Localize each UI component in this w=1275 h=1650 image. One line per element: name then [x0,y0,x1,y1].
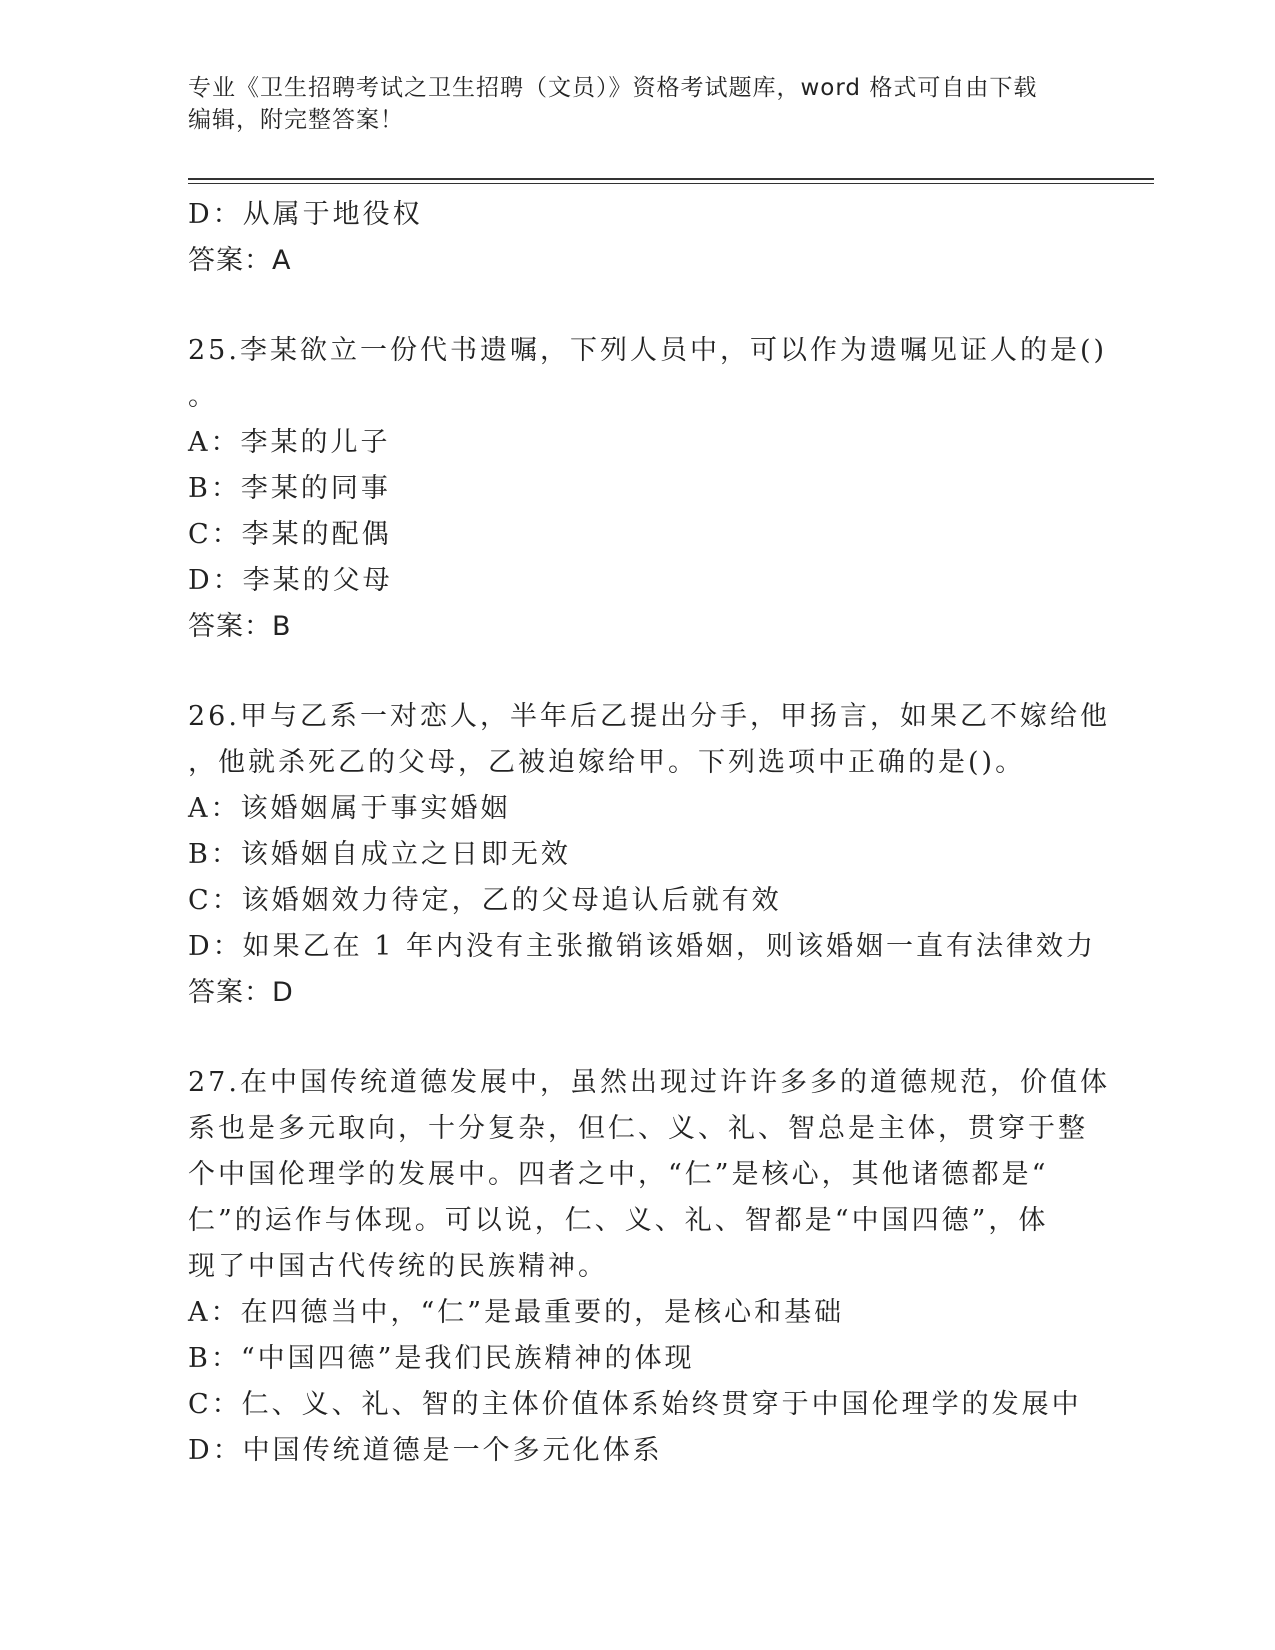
question-stem: 26.甲与乙系一对恋人，半年后乙提出分手，甲扬言，如果乙不嫁给他 [188,701,1110,732]
question-26 [188,694,1110,1016]
option-d: D：如果乙在 1 年内没有主张撤销该婚姻，则该婚姻一直有法律效力 [188,931,1096,962]
question-27 [188,1060,1110,1474]
option-b: B：“中国四德”是我们民族精神的体现 [188,1343,695,1374]
spacer [188,1016,1088,1060]
question-stem: 个中国伦理学的发展中。四者之中，“仁”是核心，其他诸德都是“ [188,1159,1049,1190]
question-stem: ，他就杀死乙的父母，乙被迫嫁给甲。下列选项中正确的是()。 [188,747,1026,778]
option-a: A：李某的儿子 [188,427,391,458]
question-stem: 系也是多元取向，十分复杂，但仁、义、礼、智总是主体，贯穿于整 [188,1113,1088,1144]
option-d: D：中国传统道德是一个多元化体系 [188,1435,663,1466]
question-24-tail [188,192,1088,284]
option-b: B：该婚姻自成立之日即无效 [188,839,571,870]
option-d: D：从属于地役权 [188,199,423,230]
option-b: B：李某的同事 [188,473,391,504]
spacer [188,284,1088,328]
option-c: C：李某的配偶 [188,519,392,550]
question-25 [188,328,1108,650]
spacer [188,650,1088,694]
document-header [188,72,1088,136]
option-c: C：该婚姻效力待定，乙的父母追认后就有效 [188,885,782,916]
question-stem: 25.李某欲立一份代书遗嘱，下列人员中，可以作为遗嘱见证人的是() [188,335,1108,366]
question-stem: 。 [188,381,218,412]
option-c: C：仁、义、礼、智的主体价值体系始终贯穿于中国伦理学的发展中 [188,1389,1082,1420]
header-divider-thick [188,178,1154,180]
option-a: A：在四德当中，“仁”是最重要的，是核心和基础 [188,1297,845,1328]
header-divider-thin [188,183,1154,184]
question-list [188,192,1110,1474]
answer: 答案：D [188,977,294,1008]
header-line-2: 编辑，附完整答案！ [188,107,404,133]
answer: 答案：A [188,245,292,276]
question-stem: 27.在中国传统道德发展中，虽然出现过许许多多的道德规范，价值体 [188,1067,1110,1098]
question-stem: 现了中国古代传统的民族精神。 [188,1251,608,1282]
question-stem: 仁”的运作与体现。可以说，仁、义、礼、智都是“中国四德”，体 [188,1205,1049,1236]
option-d: D：李某的父母 [188,565,393,596]
header-line-1: 专业《卫生招聘考试之卫生招聘（文员）》资格考试题库，word 格式可自由下载 [188,75,1038,101]
option-a: A：该婚姻属于事实婚姻 [188,793,511,824]
answer: 答案：B [188,611,292,642]
